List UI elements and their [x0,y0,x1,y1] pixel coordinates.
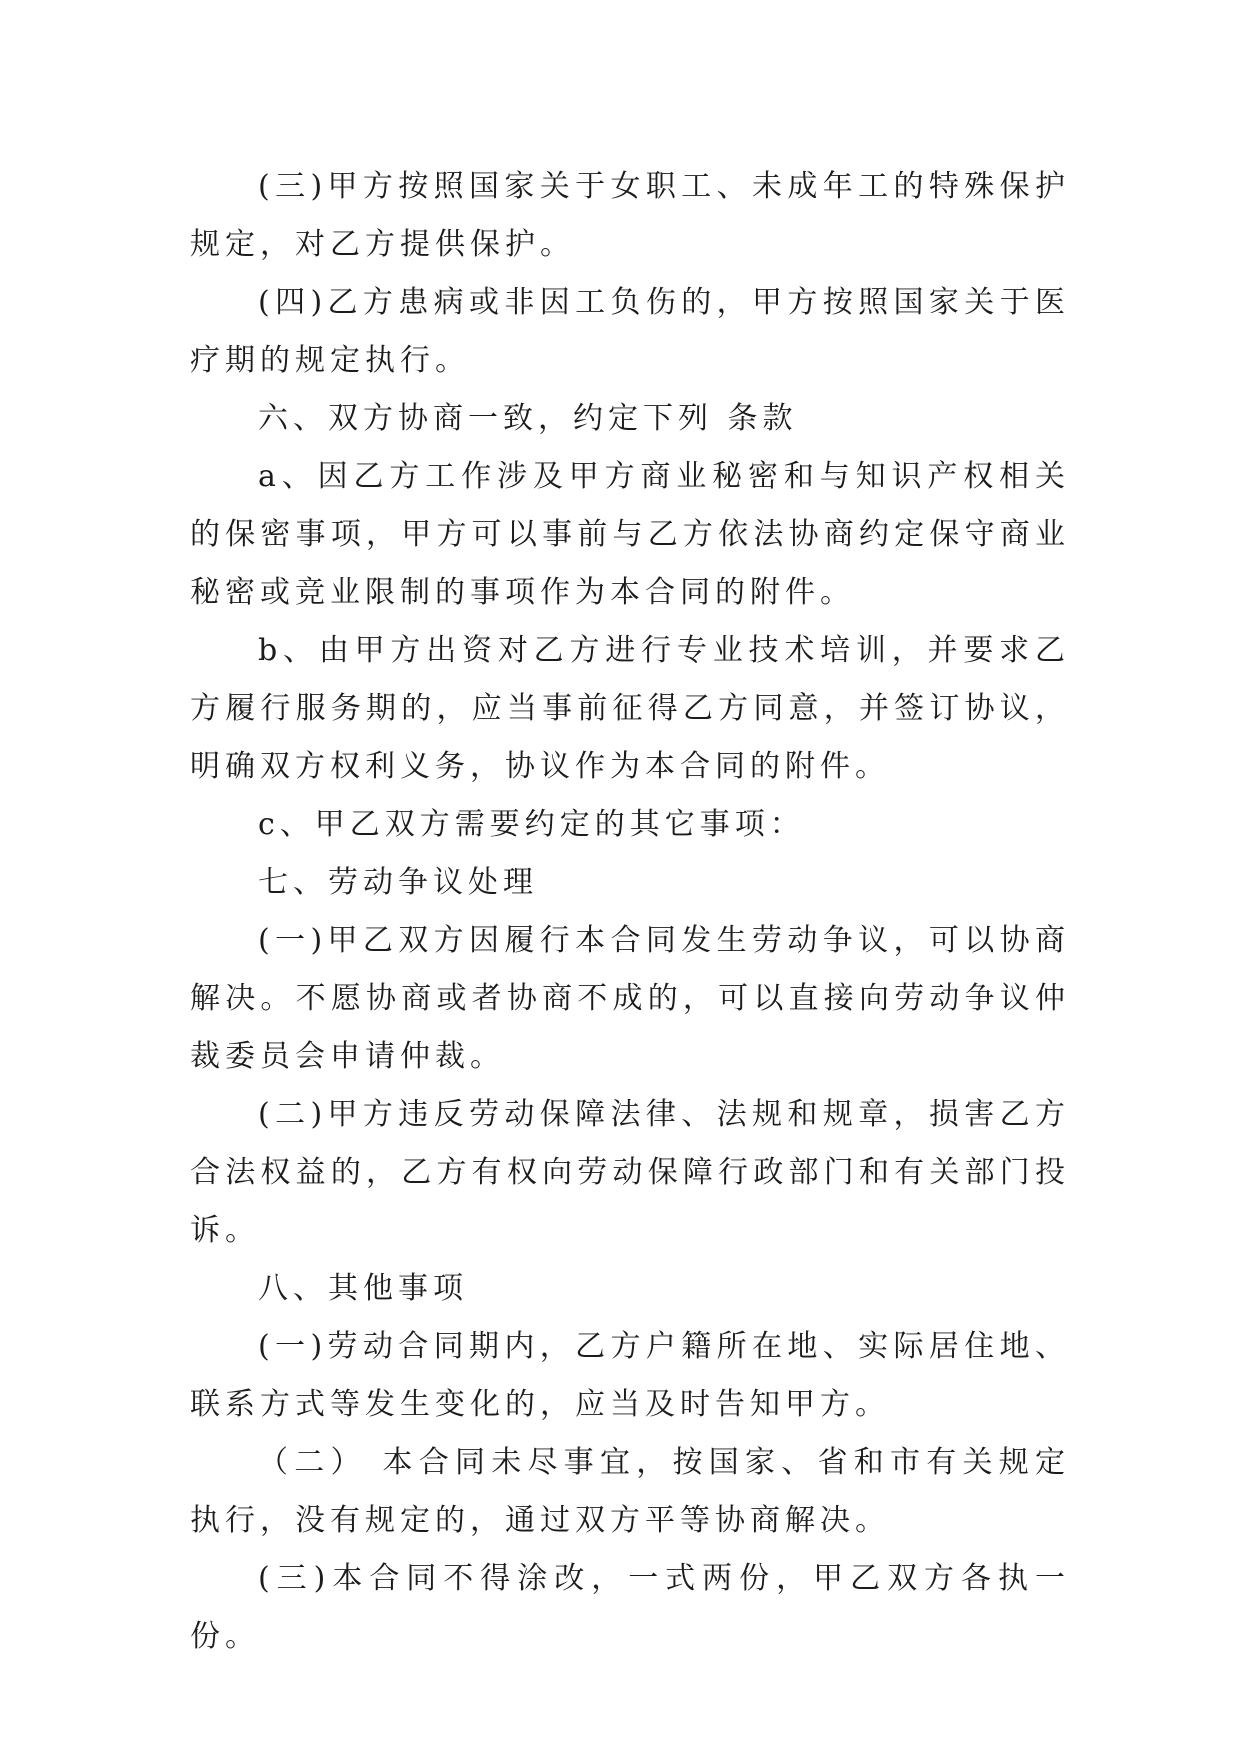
other-clause-3: (三)本合同不得涂改，一式两份，甲乙双方各执一份。 [190,1561,1070,1654]
section-6-heading: 六、双方协商一致，约定下列 条款 [258,401,798,436]
other-clause-2: （二） 本合同未尽事宜，按国家、省和市有关规定执行，没有规定的，通过双方平等协商解决。 [190,1445,1070,1538]
dispute-clause-2: (二)甲方违反劳动保障法律、法规和规章，损害乙方合法权益的，乙方有权向劳动保障行政部门和有关部门投诉。 [190,1097,1070,1248]
dispute-clause-1: (一)甲乙双方因履行本合同发生劳动争议，可以协商解决。不愿协商或者协商不成的，可以直接向劳动争议仲裁委员会申请仲裁。 [190,923,1070,1074]
paragraph-4-sick-leave: (四)乙方患病或非因工负伤的，甲方按照国家关于医疗期的规定执行。 [190,285,1070,378]
other-clause-1: (一)劳动合同期内，乙方户籍所在地、实际居住地、联系方式等发生变化的，应当及时告知甲方。 [190,1329,1070,1422]
clause-c-other: c、甲乙双方需要约定的其它事项： [258,807,805,842]
section-7-heading: 七、劳动争议处理 [258,865,538,900]
clause-a-confidentiality: a、因乙方工作涉及甲方商业秘密和与知识产权相关的保密事项，甲方可以事前与乙方依法协商约定保守商业秘密或竞业限制的事项作为本合同的附件。 [190,459,1070,610]
document-body [190,158,1070,1666]
paragraph-3-female-protection: (三)甲方按照国家关于女职工、未成年工的特殊保护规定，对乙方提供保护。 [190,169,1070,262]
section-8-heading: 八、其他事项 [258,1271,468,1306]
clause-b-training: b、由甲方出资对乙方进行专业技术培训，并要求乙方履行服务期的，应当事前征得乙方同意，并签订协议，明确双方权利义务，协议作为本合同的附件。 [190,633,1070,784]
